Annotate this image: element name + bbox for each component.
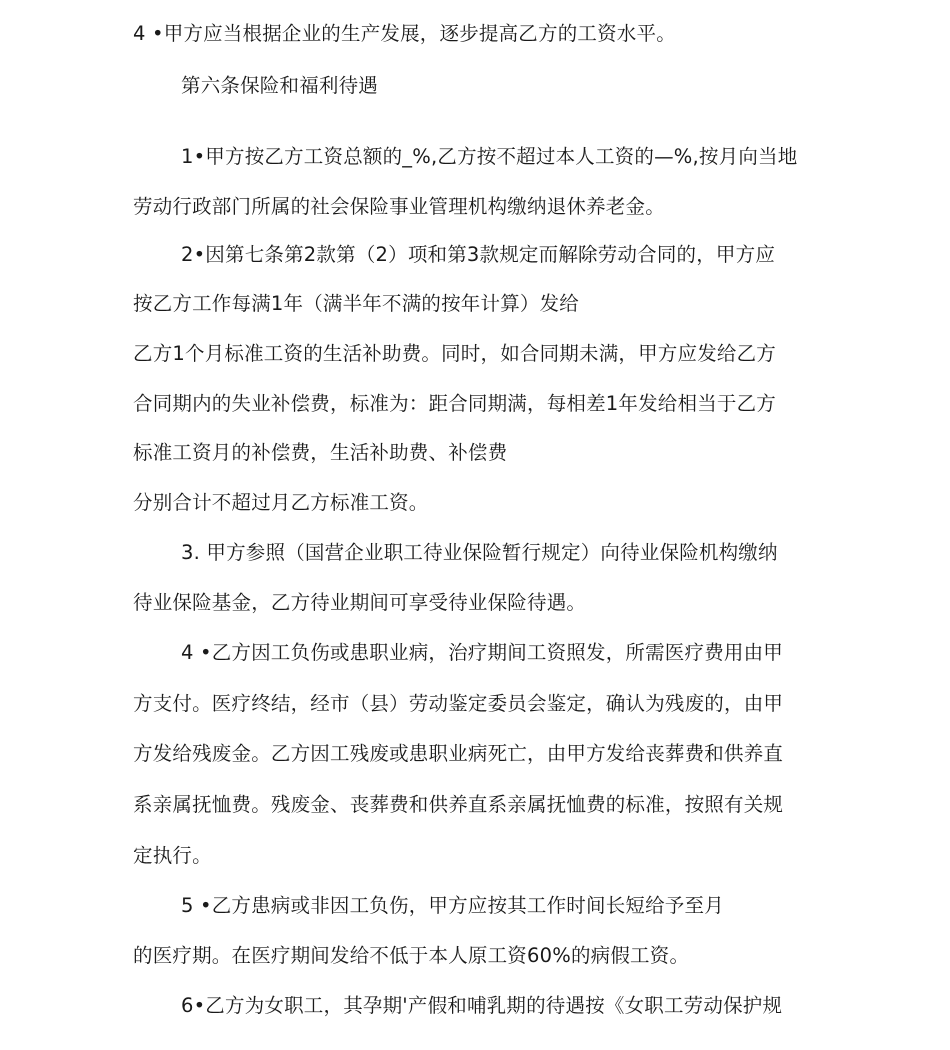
paragraph-line: 5 •乙方患病或非因工负伤，甲方应按其工作时间长短给予至月 [181,894,724,917]
paragraph-line: 6•乙方为女职工，其孕期'产假和哺乳期的待遇按《女职工劳动保护规 [181,994,783,1017]
paragraph-line: 系亲属抚恤费。残废金、丧葬费和供养直系亲属抚恤费的标准，按照有关规 [133,793,784,816]
section-heading: 第六条保险和福利待遇 [181,74,379,97]
paragraph-line: 定执行。 [133,844,212,867]
paragraph-line: 2•因第七条第2款第（2）项和第3款规定而解除劳动合同的，甲方应 [181,243,776,266]
paragraph-line: 按乙方工作每满1年（满半年不满的按年计算）发给 [133,292,580,315]
paragraph-line: 3. 甲方参照（国营企业职工待业保险暂行规定）向待业保险机构缴纳 [181,541,778,564]
paragraph-line: 方支付。医疗终结，经市（县）劳动鉴定委员会鉴定，确认为残废的，由甲 [133,692,784,715]
paragraph-line: 4 •乙方因工负伤或患职业病，治疗期间工资照发，所需医疗费用由甲 [181,641,784,664]
paragraph-line: 1•甲方按乙方工资总额的_%,乙方按不超过本人工资的—%,按月向当地 [181,145,798,168]
paragraph-line: 劳动行政部门所属的社会保险事业管理机构缴纳退休养老金。 [133,195,665,218]
paragraph-line: 方发给残废金。乙方因工残废或患职业病死亡，由甲方发给丧葬费和供养直 [133,742,784,765]
paragraph-line: 的医疗期。在医疗期间发给不低于本人原工资60%的病假工资。 [133,944,690,967]
paragraph-line: 标准工资月的补偿费，生活补助费、补偿费 [133,441,508,464]
paragraph-line: 分别合计不超过月乙方标准工资。 [133,491,429,514]
paragraph-line: 乙方1个月标准工资的生活补助费。同时，如合同期未满，甲方应发给乙方 [133,342,777,365]
paragraph-line: 待业保险基金，乙方待业期间可享受待业保险待遇。 [133,591,587,614]
paragraph-line: 4 •甲方应当根据企业的生产发展，逐步提高乙方的工资水平。 [133,22,676,45]
paragraph-line: 合同期内的失业补偿费，标准为：距合同期满，每相差1年发给相当于乙方 [133,392,777,415]
